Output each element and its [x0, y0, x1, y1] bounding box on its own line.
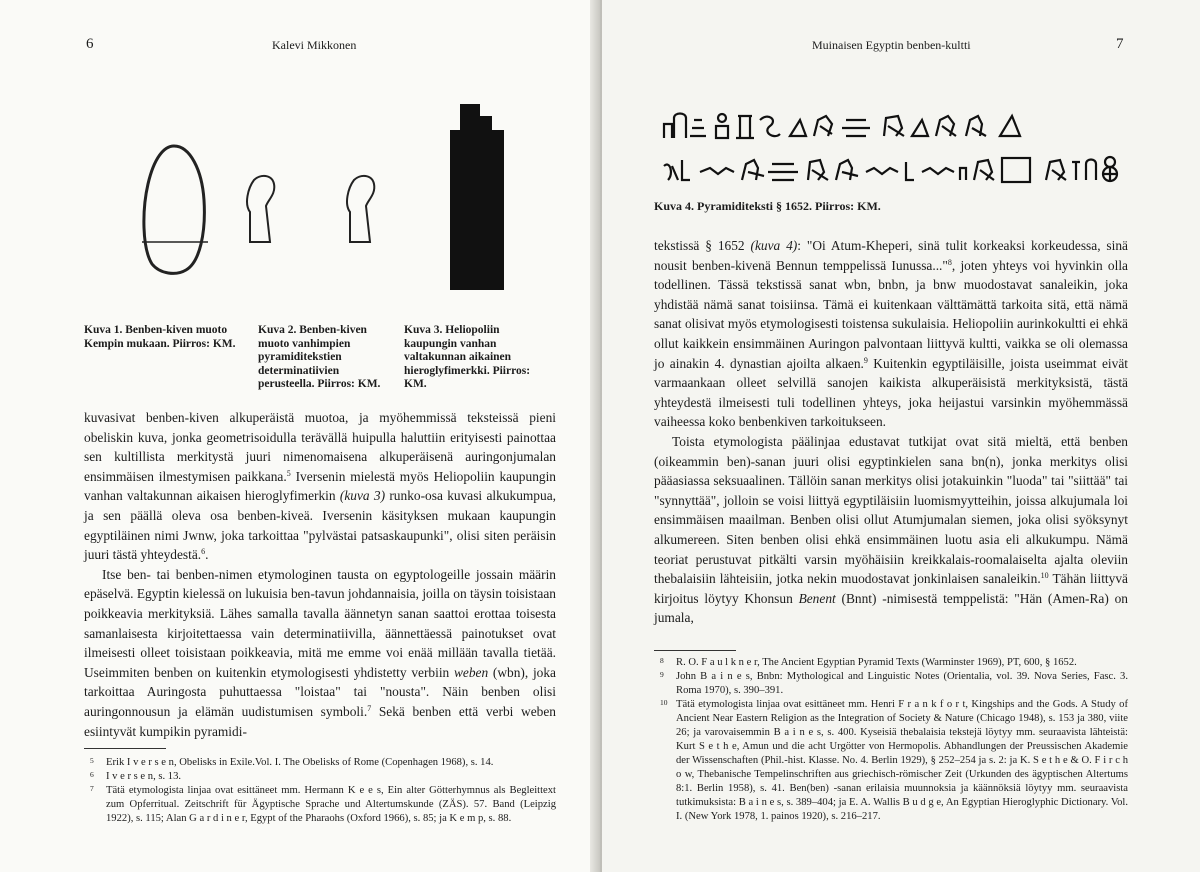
right-paragraph-1: tekstissä § 1652 (kuva 4): "Oi Atum-Kheperi, sinä tulit korkeaksi korkeudessa, sinä nousit benben-kivenä Bennun temppelissä Iunussa..."$^8$, joten yhteys voi hyvinkin olla todellinen. Tässä tekstissä sanat wbn, bnbn, ja bnw muodostavat sanaleikin, joka yhdistää nämä sanat toisiinsa. Tämä ei kuitenkaan välttämättä tarkoita sitä, että nämä sanat olisivat myös etymologisesti toistensa sukulaisia. Heliopoliin aurinkokultti ei ehkä ollut kaikkein ensimmäinen Auringon palvontaan liittyvä kultti, vaikka se oli olemassa jo ainakin 4. dynastian ajoilta alkaen.$^9$ Kuitenkin egyptiläisille, joista useimmat eivät varmaankaan olleet selvillä sanojen kaikista alkuperäisistä merkityksistä, tästä yhteydestä ilmeisesti tuli todellinen yhteys, joka heijastui varsinkin myöhemmässä vaiheessa koko benbenkiven tarkoitukseen. [654, 238, 1128, 430]
figure-3-heliopolis-glyph [430, 104, 510, 290]
figure-1-benben-oval [138, 140, 210, 280]
caption-4-text: Pyramiditeksti § 1652. Piirros: KM. [697, 199, 881, 213]
hieroglyph-row-1 [660, 106, 1040, 146]
right-footnote-rule [654, 650, 736, 651]
left-paragraph-2: Itse ben- tai benben-nimen etymologinen tausta on egyptologeille jossain määrin epäselvä. Egyptin kielessä on lukuisia ben-tavun johdannaisia, joilla on täysin toisistaan poikkeavia merkityksiä. Lähes samalla tavalla äännetyn sanan saattoi erottaa toisesta samanlaisesta kirjoitettaessa vain determinatiivilla, äännettäessä painotukset ovat ilmeisesti olleet toisistaan poikkeavia, mitä me emme voi enää millään tavalla tietää. Useimmiten benben on kuitenkin etymologisesti yhdistetty verbiin weben (wbn), joka tarkoittaa Auringosta puhuttaessa "loistaa" tai "nousta". Näin benben olisi auringonnousun ja elämän uudistumisen symboli.$^7$ Sekä benben että verbi weben esiintyvät kumpikin pyramidi- [84, 566, 557, 739]
footnote-9: 9 John B a i n e s, Bnbn: Mythological and Linguistic Notes (Orientalia, vol. 39. Nova Series, Fasc. 3. Roma 1970), s. 390–391. [660, 670, 1128, 696]
caption-2-text: Benben-kiven muoto vanhimpien pyramiditekstien determinatiivien perusteella. Piirros: KM. [258, 324, 381, 390]
right-body-text [654, 236, 1128, 628]
footnote-10: 10 Tätä etymologista linjaa ovat esittäneet mm. Henri F r a n k f o r t, Kingships and the Gods. A Study of Ancient Near Eastern Religion as the Integration of Society & Nature (Chicago 1948), s. 153 ja 380, viite 26; ja varovaisemmin B a i n e s, s. 400. Kyseisiä thebalaisia tekstejä löytyy mm. seuraavista lähteistä: Kurt S e t h e, Amun und die acht Urgötter von Hermopolis. Abhandlungen der Preussischen Akademie der Wissenschaften (Phil.-hist. Klasse. No. 4. Berlin 1929), § 252–254 ja s. 2: ja K. S e t h e & O. F i r c h o w, Thebanische Tempelinschriften aus griechisch-römischer Zeit (Urkunden des ägyptischen Altertums 8:1. Berlin 1958), s. 41. Ben(ben) -sanan erilaisia muunnoksia ja käännöksiä löytyy mm. seuraavista tutkimuksista: B a i n e s, s. 389–404; ja E. A. Wallis B u d g e, An Egyptian Hieroglyphic Dictionary. Vol. I. (New York 1978, 1. painos 1920), s. 216–217. [660, 698, 1128, 822]
right-footnotes [654, 656, 1128, 824]
caption-4-label: Kuva 4. [654, 199, 695, 213]
right-paragraph-2: Toista etymologista päälinjaa edustavat tutkijat ovat sitä mieltä, että benben (oikeammin ben)-sanan juuri olisi egyptinkielen sana bn(n), jonka merkitys olisi pääasiassa seksuaalinen. Tällöin sanan merkitys olisi jotakuinkin "luoda" tai "siittää" tai "synnyttää", jolloin se voisi liittyä egyptiläisiin luomismyytteihin, joissa alkujumala loi ensimmäisen maailman. Benben olisi ollut Atumjumalan siemen, joka olisi syöksynyt alkumereen. Siten benben olisi ehkä ensimmäinen luotu asia eli alkukumpu. Nämä teoriat perustuvat pitkälti varsin myöhäisiin kreikkalais-roomalaiselta ajalta oleviin thebalaisiin lähteisiin, jotka nekin muodostavat jonkinlaisen sanaleikin.$^{10}$ Tähän liittyvä kirjoitus löytyy Khonsun Benent (Bnnt) -nimisestä temppelistä: "Hän (Amen-Ra) on jumala, [654, 433, 1129, 626]
right-running-head: Muinaisen Egyptin benben-kultti [812, 38, 971, 52]
footnote-7: 7 Tätä etymologista linjaa ovat esittäneet mm. Hermann K e e s, Ein alter Götterhymnus als Begleittext zum Opferritual. Zeitschrift für Ägyptische Sprache und Altertumskunde (ZÄS). 57. Band (Leipzig 1922), s. 115; Alan G a r d i n e r, Egypt of the Pharaohs (Oxford 1966), s. 85; ja K e m p, s. 88. [90, 784, 556, 824]
left-body-text [84, 408, 556, 741]
caption-kuva-4 [654, 200, 1094, 214]
caption-kuva-2 [258, 324, 384, 392]
caption-kuva-1 [84, 324, 236, 351]
caption-3-label: Kuva 3. [404, 324, 443, 336]
left-page [0, 0, 598, 872]
left-footnote-rule [84, 748, 166, 749]
left-page-number: 6 [86, 36, 94, 52]
left-running-head: Kalevi Mikkonen [272, 38, 357, 52]
hieroglyph-row-2-end [1040, 150, 1160, 190]
caption-2-label: Kuva 2. [258, 324, 297, 336]
caption-kuva-3 [404, 324, 552, 392]
caption-1-label: Kuva 1. [84, 324, 123, 336]
hieroglyph-row-2 [660, 150, 1040, 190]
left-paragraph-1: kuvasivat benben-kiven alkuperäistä muotoa, ja myöhemmissä teksteissä pieni obeliskin kuva, jonka geometrisoidulla terävällä huipulla haluttiin erityisesti painottaa sen kultillista merkitystä juuri nimenomaisena alkuperäisenä auringonjumalan ensimmäisen ilmestymisen paikkana.$^5$ Iversenin mielestä myös Heliopoliin kaupungin vanhan valtakunnan aikaisen hieroglyfimerkin (kuva 3) runko-osa kuvasi alkukumpua, ja sen päällä oleva osa benben-kiveä. Iversenin käsityksen mukaan kaupungin egyptiläinen nimi Jwnw, joka tarkoittaa "pylvästai patsaskaupunki", olisi siten peräisin juuri tästä yhteydestä.$^6$. [84, 410, 557, 563]
caption-1-text: Benben-kiven muoto Kempin mukaan. Piirros: KM. [84, 324, 236, 350]
right-page-number: 7 [1116, 36, 1124, 52]
footnote-6: 6 I v e r s e n, s. 13. [90, 770, 182, 782]
figure-2-determinatives [240, 168, 400, 248]
footnote-8: 8 R. O. F a u l k n e r, The Ancient Egyptian Pyramid Texts (Warminster 1969), PT, 600, § 1652. [660, 656, 1077, 668]
left-footnotes [84, 756, 556, 826]
caption-3-text: Heliopoliin kaupungin vanhan valtakunnan aikainen hieroglyfimerkki. Piirros: KM. [404, 324, 531, 390]
footnote-5: 5 Erik I v e r s e n, Obelisks in Exile.Vol. I. The Obelisks of Rome (Copenhagen 1968), s. 14. [90, 756, 494, 768]
